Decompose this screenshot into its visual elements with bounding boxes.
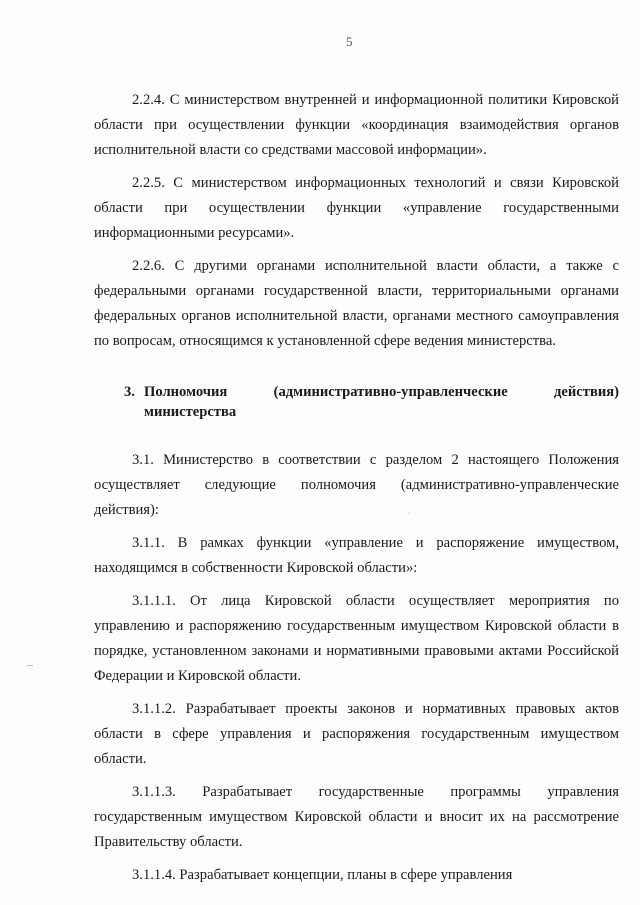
- page-number: 5: [346, 34, 353, 49]
- paragraph-2-2-4: 2.2.4. С министерством внутренней и информационной политики Кировской области при осуществлении функции «координация взаимодействия органов исполнительной власти со средствами массовой информации».: [94, 92, 619, 158]
- document-body: [94, 88, 619, 896]
- paragraph-3-1: 3.1. Министерство в соответствии с разделом 2 настоящего Положения осуществляет следующие полномочия (административно-управленческие действия):: [94, 452, 619, 518]
- section-title: [144, 382, 619, 422]
- paragraph-3-1-1-2: 3.1.1.2. Разрабатывает проекты законов и нормативных правовых актов области в сфере управления и распоряжения государственным имуществом области.: [94, 701, 619, 767]
- paragraph-3-1-1-1: 3.1.1.1. От лица Кировской области осуществляет мероприятия по управлению и распоряжению государственным имуществом Кировской области в порядке, установленном законами и нормативными правовыми актами Российской Федерации и Кировской области.: [94, 593, 619, 684]
- section-title-line-1: Полномочия (административно-управленческие действия): [144, 384, 619, 400]
- section-number: 3.: [124, 384, 135, 400]
- paragraph-2-2-6: 2.2.6. С другими органами исполнительной власти области, а также с федеральными органами государственной власти, территориальными органами федеральных органов исполнительной власти, органами местного самоуправления по вопросам, относящимся к установленной сфере ведения министерства.: [94, 258, 619, 349]
- margin-tick: [27, 665, 33, 666]
- paragraph-2-2-5: 2.2.5. С министерством информационных технологий и связи Кировской области при осуществлении функции «управление государственными информационными ресурсами».: [94, 175, 619, 241]
- paragraph-3-1-1-3: 3.1.1.3. Разрабатывает государственные программы управления государственным имуществом Кировской области и вносит их на рассмотрение Правительству области.: [94, 784, 619, 850]
- section-heading: [94, 382, 619, 422]
- scan-mark: ·: [408, 509, 411, 518]
- paragraph-3-1-1-4: 3.1.1.4. Разрабатывает концепции, планы в сфере управления: [132, 867, 513, 883]
- section-title-line-2: министерства: [144, 404, 237, 420]
- paragraph-3-1-1: 3.1.1. В рамках функции «управление и распоряжение имуществом, находящимся в собственности Кировской области»:: [94, 535, 619, 576]
